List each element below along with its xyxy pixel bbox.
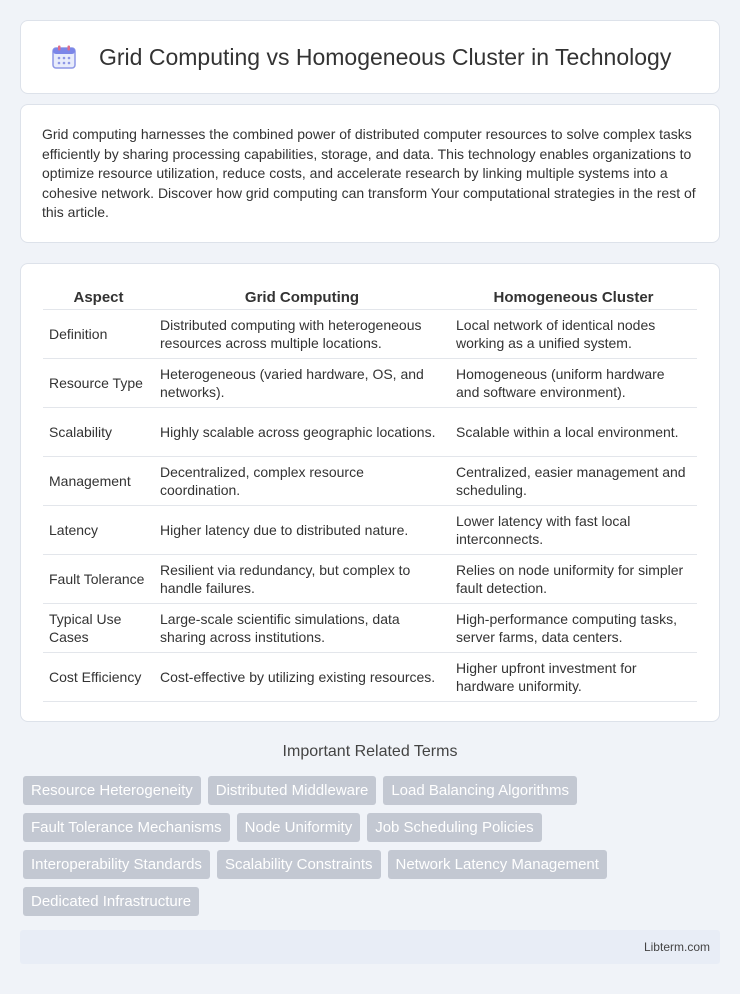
cell-homogeneous-cluster: Relies on node uniformity for simpler fault detection. bbox=[450, 555, 697, 604]
related-term-tag[interactable]: Network Latency Management bbox=[388, 850, 607, 879]
cell-homogeneous-cluster: Homogeneous (uniform hardware and software environment). bbox=[450, 359, 697, 408]
related-term-tag[interactable]: Load Balancing Algorithms bbox=[383, 776, 577, 805]
related-term-tag[interactable]: Interoperability Standards bbox=[23, 850, 210, 879]
related-term-tag[interactable]: Resource Heterogeneity bbox=[23, 776, 201, 805]
cell-grid-computing: Cost-effective by utilizing existing resources. bbox=[154, 653, 450, 702]
cell-grid-computing: Large-scale scientific simulations, data sharing across institutions. bbox=[154, 604, 450, 653]
table-row bbox=[43, 653, 697, 702]
page-title: Grid Computing vs Homogeneous Cluster in Technology bbox=[99, 43, 672, 70]
table-body bbox=[43, 310, 697, 702]
table-row bbox=[43, 408, 697, 457]
intro-text: Grid computing harnesses the combined power of distributed computer resources to solve complex tasks efficiently by sharing processing capabilities, storage, and data. This technology enables organizations to optimize resource utilization, reduce costs, and accelerate research by linking multiple systems into a cohesive network. Discover how grid computing can transform Your computational strategies in the rest of this article. bbox=[42, 126, 696, 220]
cell-aspect: Typical Use Cases bbox=[43, 604, 154, 653]
header-homogeneous-cluster: Homogeneous Cluster bbox=[450, 284, 697, 310]
cell-grid-computing: Heterogeneous (varied hardware, OS, and networks). bbox=[154, 359, 450, 408]
table-row bbox=[43, 457, 697, 506]
table-row bbox=[43, 359, 697, 408]
related-terms-title: Important Related Terms bbox=[282, 743, 458, 760]
cell-aspect: Cost Efficiency bbox=[43, 653, 154, 702]
cell-grid-computing: Higher latency due to distributed nature. bbox=[154, 506, 450, 555]
footer bbox=[20, 930, 720, 964]
related-term-tag[interactable]: Fault Tolerance Mechanisms bbox=[23, 813, 230, 842]
table-row bbox=[43, 604, 697, 653]
cell-homogeneous-cluster: Local network of identical nodes working as a unified system. bbox=[450, 310, 697, 359]
related-term-tag[interactable]: Scalability Constraints bbox=[217, 850, 381, 879]
cell-aspect: Management bbox=[43, 457, 154, 506]
calendar-icon bbox=[51, 44, 77, 70]
header-aspect: Aspect bbox=[43, 284, 154, 310]
cell-homogeneous-cluster: Scalable within a local environment. bbox=[450, 408, 697, 457]
cell-grid-computing: Resilient via redundancy, but complex to handle failures. bbox=[154, 555, 450, 604]
table-row bbox=[43, 506, 697, 555]
intro-card bbox=[20, 104, 720, 243]
cell-homogeneous-cluster: Lower latency with fast local interconnects. bbox=[450, 506, 697, 555]
comparison-card bbox=[20, 263, 720, 722]
comparison-table bbox=[43, 284, 697, 702]
related-term-tag[interactable]: Node Uniformity bbox=[237, 813, 361, 842]
cell-homogeneous-cluster: Higher upfront investment for hardware uniformity. bbox=[450, 653, 697, 702]
cell-grid-computing: Distributed computing with heterogeneous resources across multiple locations. bbox=[154, 310, 450, 359]
header-card bbox=[20, 20, 720, 94]
related-term-tag[interactable]: Distributed Middleware bbox=[208, 776, 377, 805]
related-term-tag[interactable]: Dedicated Infrastructure bbox=[23, 887, 199, 916]
table-header-row bbox=[43, 284, 697, 310]
table-row bbox=[43, 310, 697, 359]
header-grid-computing: Grid Computing bbox=[154, 284, 450, 310]
cell-grid-computing: Decentralized, complex resource coordination. bbox=[154, 457, 450, 506]
related-terms-list bbox=[23, 776, 723, 924]
footer-site[interactable]: Libterm.com bbox=[643, 940, 710, 954]
related-term-tag[interactable]: Job Scheduling Policies bbox=[367, 813, 541, 842]
cell-aspect: Resource Type bbox=[43, 359, 154, 408]
cell-homogeneous-cluster: Centralized, easier management and scheduling. bbox=[450, 457, 697, 506]
cell-aspect: Latency bbox=[43, 506, 154, 555]
cell-aspect: Fault Tolerance bbox=[43, 555, 154, 604]
cell-aspect: Definition bbox=[43, 310, 154, 359]
cell-grid-computing: Highly scalable across geographic locations. bbox=[154, 408, 450, 457]
cell-aspect: Scalability bbox=[43, 408, 154, 457]
table-row bbox=[43, 555, 697, 604]
cell-homogeneous-cluster: High-performance computing tasks, server farms, data centers. bbox=[450, 604, 697, 653]
